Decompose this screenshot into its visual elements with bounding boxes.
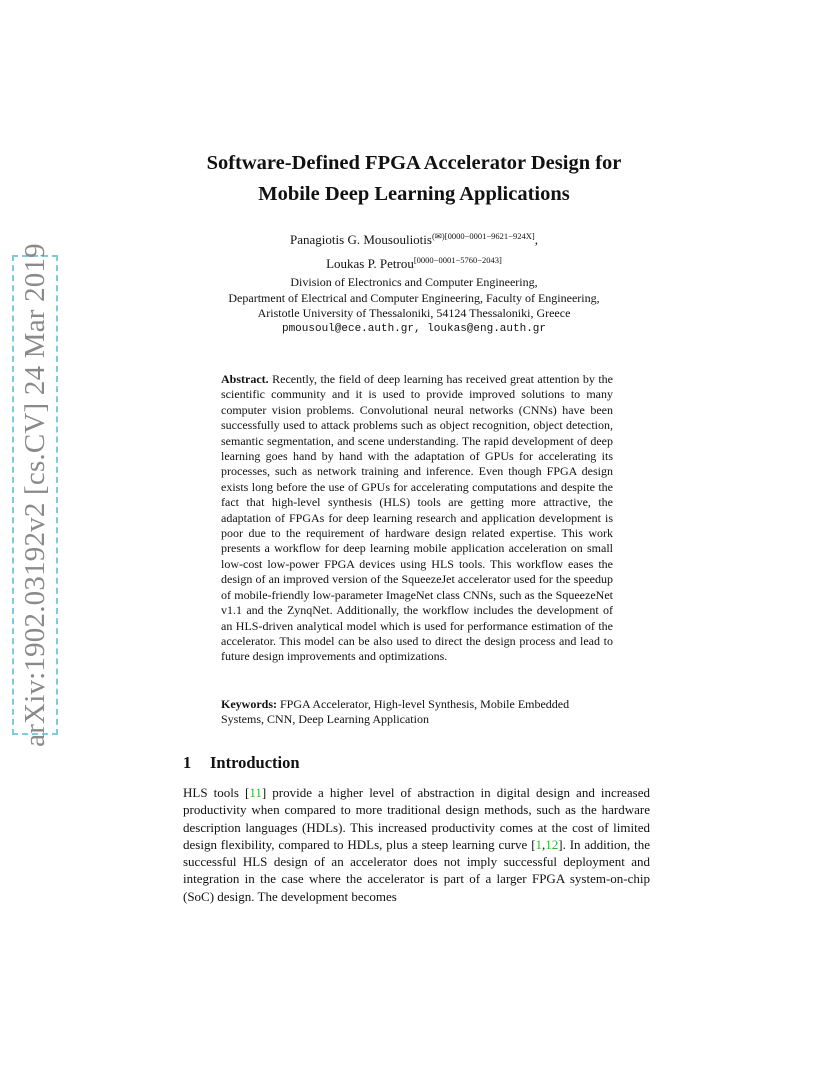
citation-link[interactable]: 11 [249, 785, 262, 800]
section-heading-introduction [183, 753, 643, 773]
citation-link[interactable]: 1 [535, 836, 543, 852]
section-title: Introduction [210, 753, 300, 772]
citation-link[interactable]: 12 [545, 836, 559, 852]
author-emails[interactable]: pmousoul@ece.auth.gr, loukas@eng.auth.gr [281, 322, 547, 335]
author-1: Panagiotis G. Mousouliotis$^{(✉)[0000-0001-9621-924X]}$, [290, 231, 538, 247]
paper-title [150, 148, 678, 210]
author-2-orcid[interactable]: [0000−0001−5760−2043] [413, 255, 502, 265]
author-1-orcid[interactable]: [0000−0001−9621−924X] [444, 231, 535, 241]
abstract-text: Recently, the field of deep learning has received great attention by the scientific community and it is used to provide improved solutions to many computer vision problems. Convolutional neural networks (CNNs) have been successfully used to attack problems such as object recognition, object detection, semantic segmentation, and scene understanding. The rapid development of deep learning goes hand by hand with the adaptation of GPUs for accelerating its processes, such as network training and inference. Even though FPGA design exists long before the use of GPUs for accelerating computations and despite the fact that high-level synthesis (HLS) tools are getting more attractive, the adaptation of FPGAs for deep learning research and application development is poor due to the requirement of hardware design related expertise. This work presents a workflow for deep learning mobile application acceleration on small low-cost low-power FPGA devices using HLS tools. This workflow eases the design of an improved version of the SqueezeJet accelerator used for the speedup of mobile-friendly low-parameter ImageNet class CNNs, such as the SqueezeNet v1.1 and the ZynqNet. Additionally, the workflow includes the development of an HLS-driven analytical model which is used for performance estimation of the accelerator. This model can be also used to direct the design process and lead to future design improvements and optimizations. [221, 372, 614, 664]
title-line-2: Mobile Deep Learning Applications [258, 183, 570, 205]
intro-text: ]. In addition, the successful HLS design of an accelerator does not imply successful deployment and integration in the case where the accelerator is part of a larger FPGA system-on-chip (SoC) design. The development becomes [183, 836, 650, 904]
affiliation-line: Aristotle University of Thessaloniki, 54124 Thessaloniki, Greece [257, 306, 571, 320]
author-list [150, 226, 678, 274]
keywords-text: FPGA Accelerator, High-level Synthesis, Mobile Embedded Systems, CNN, Deep Learning Application [221, 697, 570, 727]
title-line-1: Software-Defined FPGA Accelerator Design for [206, 152, 622, 174]
author-2 [150, 250, 678, 274]
affiliation-line: Department of Electrical and Computer Engineering, Faculty of Engineering, [228, 290, 600, 305]
arxiv-identifier-stamp[interactable]: arXiv:1902.03192v2 [cs.CV] 24 Mar 2019 [12, 255, 58, 735]
intro-text: ] provide a higher level of abstraction in digital design and increased productivity when compared to more traditional design methods, such as the hardware description languages (HDLs). This increased productivity comes at the cost of limited design flexibility, compared to HDLs, plus a steep learning curve [ [183, 785, 650, 852]
intro-text: HLS tools [ [183, 785, 250, 800]
corresponding-author-mark: (✉) [431, 231, 445, 241]
keywords [221, 697, 613, 728]
section-number: 1 [183, 753, 192, 772]
abstract-label: Abstract. [221, 372, 269, 386]
author-1-name: Panagiotis G. Mousouliotis [290, 232, 432, 247]
intro-text: , [542, 836, 546, 852]
affiliation-line: Division of Electronics and Computer Engineering, [290, 275, 538, 289]
keywords-label: Keywords: [221, 697, 277, 711]
affiliation-block [150, 275, 678, 337]
introduction-paragraph [183, 784, 650, 905]
author-2-name: Loukas P. Petrou [326, 256, 414, 271]
abstract [221, 372, 613, 665]
